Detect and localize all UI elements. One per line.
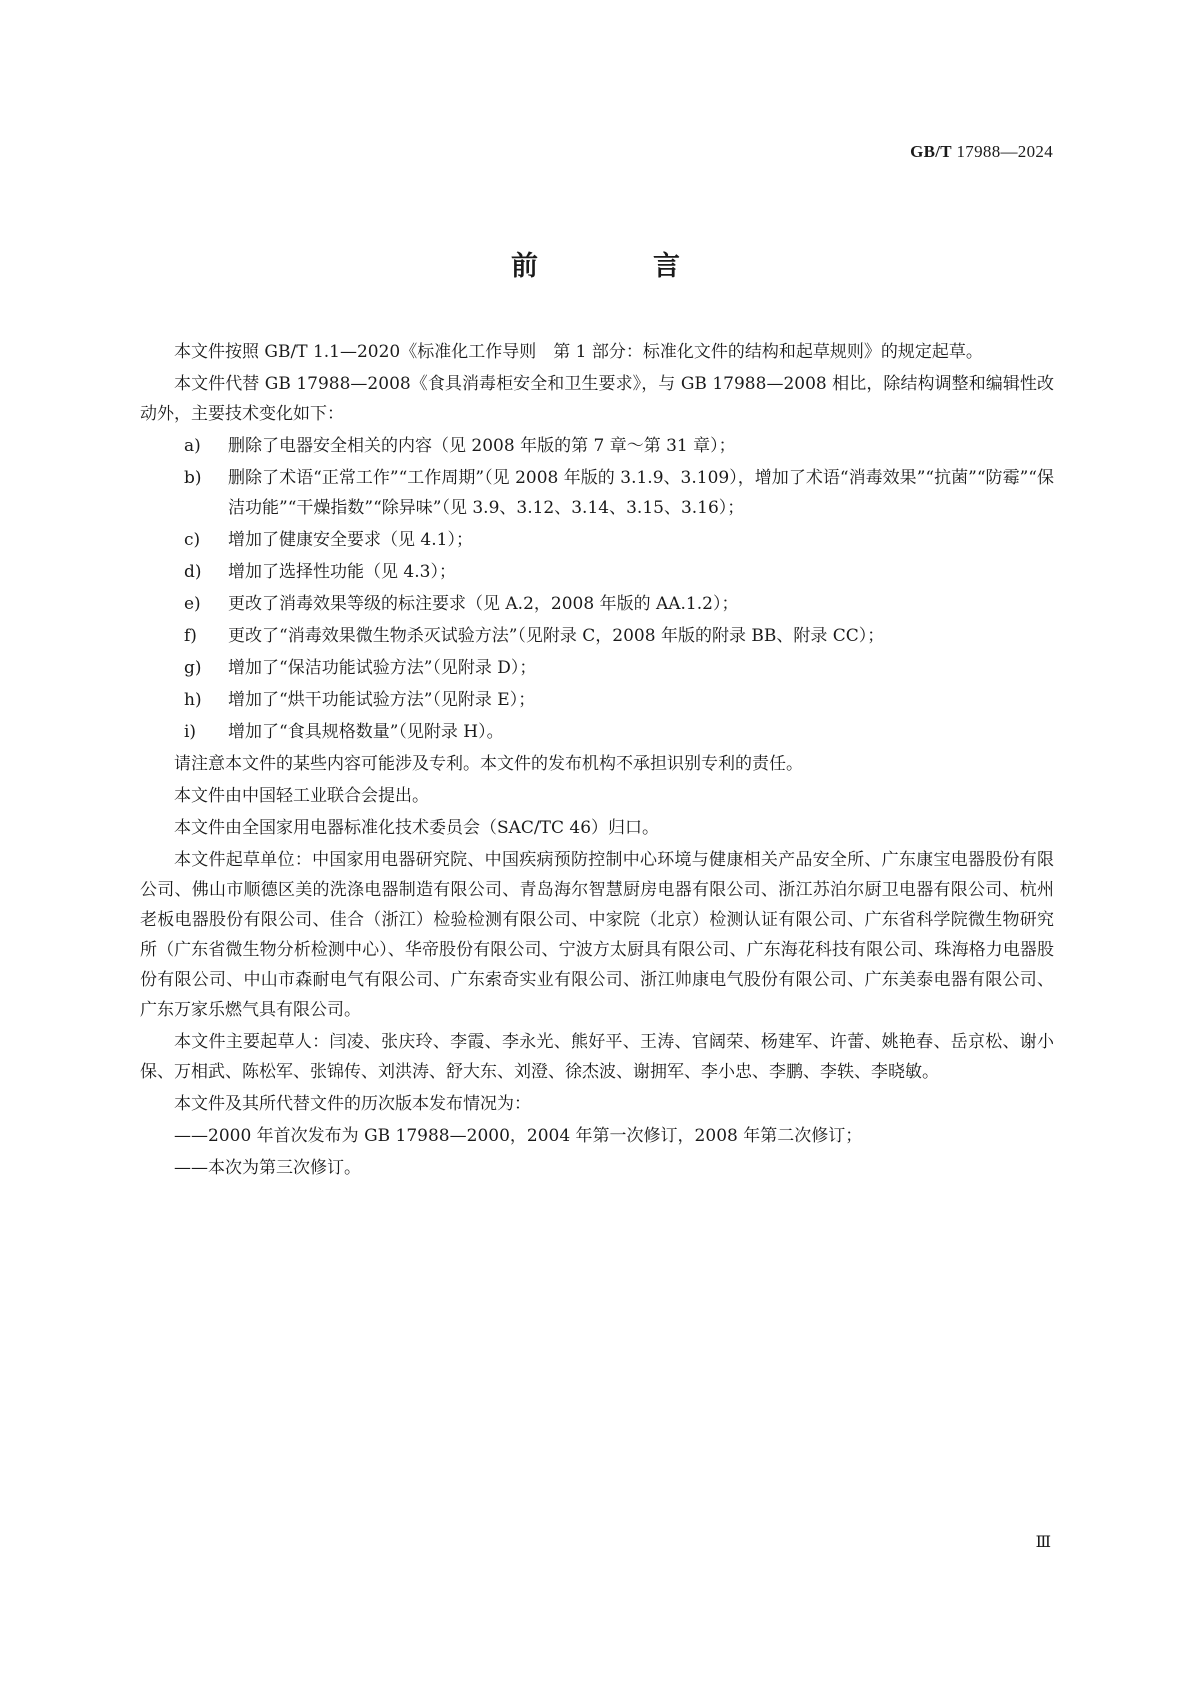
list-item-text: 增加了健康安全要求（见 4.1）； — [228, 530, 473, 550]
list-item-text: 增加了“食具规格数量”（见附录 H）。 — [228, 722, 504, 742]
patent-notice: 请注意本文件的某些内容可能涉及专利。本文件的发布机构不承担识别专利的责任。 — [174, 754, 803, 774]
drafting-units: 本文件起草单位：中国家用电器研究院、中国疾病预防控制中心环境与健康相关产品安全所、广东康宝电器股份有限公司、佛山市顺德区美的洗涤电器制造有限公司、青岛海尔智慧厨房电器有限公司、浙江苏泊尔厨卫电器有限公司、杭州老板电器股份有限公司、佳合（浙江）检验检测有限公司、中家院（北京）检测认证有限公司、广东省科学院微生物研究所（广东省微生物分析检测中心）、华帝股份有限公司、宁波方太厨具有限公司、广东海花科技有限公司、珠海格力电器股份有限公司、中山市森耐电气有限公司、广东索奇实业有限公司、浙江帅康电气股份有限公司、广东美泰电器有限公司、广东万家乐燃气具有限公司。 — [140, 850, 1054, 1020]
list-item — [140, 685, 1054, 715]
list-item — [140, 557, 1054, 587]
list-item — [140, 525, 1054, 555]
list-item-marker: e) — [184, 594, 201, 614]
list-item — [140, 463, 1054, 523]
page-title: 前 言 — [511, 251, 724, 282]
proposer-statement: 本文件由中国轻工业联合会提出。 — [174, 786, 429, 806]
drafters: 本文件主要起草人：闫凌、张庆玲、李霞、李永光、熊好平、王涛、官阔荣、杨建军、许蕾、姚艳春、岳京松、谢小保、万相武、陈松军、张锦传、刘洪涛、舒大东、刘澄、徐杰波、谢拥军、李小忠、李鹏、李轶、李晓敏。 — [140, 1032, 1054, 1082]
list-item — [140, 717, 1054, 747]
committee-statement: 本文件由全国家用电器标准化技术委员会（SAC/TC 46）归口。 — [174, 818, 660, 838]
standard-code — [910, 142, 1053, 162]
list-item-text: 增加了选择性功能（见 4.3）； — [228, 562, 456, 582]
foreword-body — [140, 337, 1054, 1185]
list-item — [140, 431, 1054, 461]
list-item-marker: h) — [184, 690, 202, 710]
list-item — [140, 589, 1054, 619]
list-item — [140, 653, 1054, 683]
list-item-marker: g) — [184, 658, 202, 678]
list-item-marker: b) — [184, 468, 202, 488]
list-item-marker: d) — [184, 562, 202, 582]
history-intro: 本文件及其所代替文件的历次版本发布情况为： — [174, 1094, 531, 1114]
list-item-marker: i) — [184, 722, 197, 742]
list-item-marker: f) — [184, 626, 197, 646]
standard-prefix: GB/T — [910, 142, 952, 161]
intro-paragraph: 本文件按照 GB/T 1.1—2020《标准化工作导则 第 1 部分：标准化文件的结构和起草规则》的规定起草。 — [174, 342, 983, 362]
list-item — [140, 621, 1054, 651]
list-item-marker: c) — [184, 530, 201, 550]
list-item-text: 增加了“保洁功能试验方法”（见附录 D）； — [228, 658, 537, 678]
history-list — [140, 1121, 1054, 1183]
standard-number: 17988—2024 — [956, 142, 1053, 161]
list-item-text: 删除了电器安全相关的内容（见 2008 年版的第 7 章～第 31 章）； — [228, 436, 736, 456]
intro-paragraph: 本文件代替 GB 17988—2008《食具消毒柜安全和卫生要求》，与 GB 17988—2008 相比，除结构调整和编辑性改动外，主要技术变化如下： — [140, 374, 1054, 424]
list-item-text: 更改了消毒效果等级的标注要求（见 A.2，2008 年版的 AA.1.2）； — [228, 594, 739, 614]
history-item: ——本次为第三次修订。 — [174, 1158, 361, 1178]
page-number: Ⅲ — [1035, 1534, 1051, 1551]
history-item: ——2000 年首次发布为 GB 17988—2000，2004 年第一次修订，2008 年第二次修订； — [174, 1126, 863, 1146]
list-item-text: 删除了术语“正常工作”“工作周期”（见 2008 年版的 3.1.9、3.109），增加了术语“消毒效果”“抗菌”“防霉”“保洁功能”“干燥指数”“除异味”（见 3.9、3.12、3.14、3.15、3.16）； — [228, 468, 1054, 518]
list-item-text: 更改了“消毒效果微生物杀灭试验方法”（见附录 C，2008 年版的附录 BB、附录 CC）； — [228, 626, 885, 646]
list-item-text: 增加了“烘干功能试验方法”（见附录 E）； — [228, 690, 536, 710]
list-item-marker: a) — [184, 436, 201, 456]
